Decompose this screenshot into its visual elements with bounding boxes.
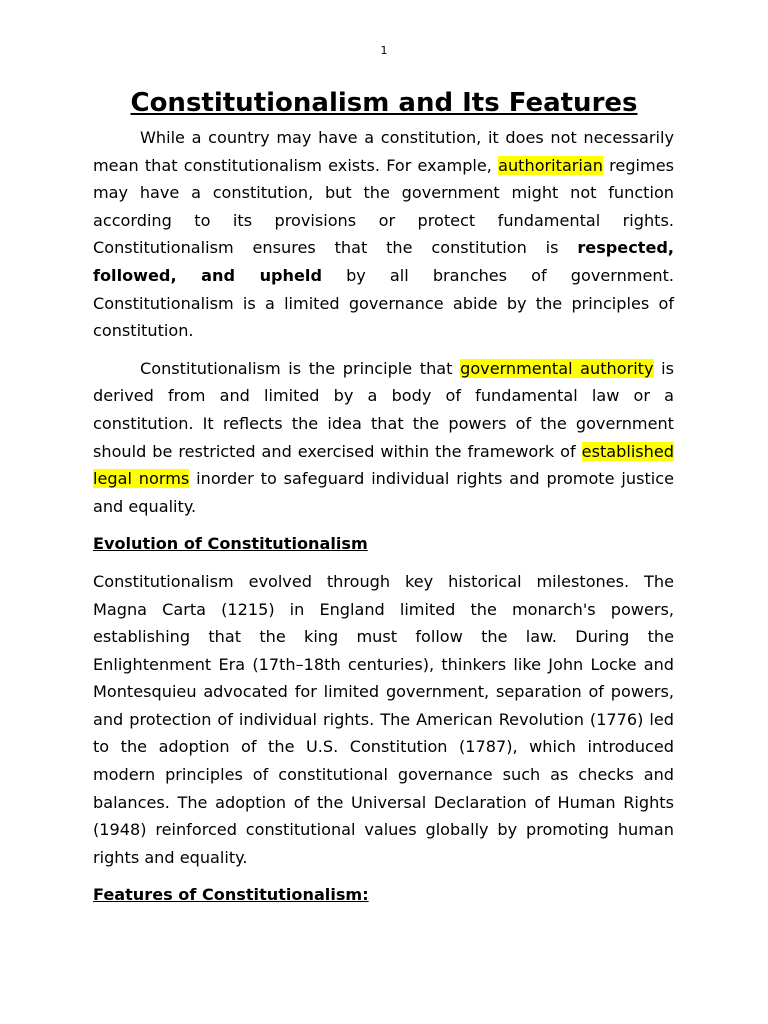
paragraph-1	[93, 124, 674, 345]
paragraph-1-text-a: While a country may have a constitution, it does not necessarily mean that constitutionalism exists. For example,	[93, 128, 674, 175]
paragraph-3: Constitutionalism evolved through key historical milestones. The Magna Carta (1215) in England limited the monarch's powers, establishing that the king must follow the law. During the Enlightenment Era (17th–18th centuries), thinkers like John Locke and Montesquieu advocated for limited government, separation of powers, and protection of individual rights. The American Revolution (1776) led to the adoption of the U.S. Constitution (1787), which introduced modern principles of constitutional governance such as checks and balances. The adoption of the Universal Declaration of Human Rights (1948) reinforced constitutional values globally by promoting human rights and equality.	[93, 571, 674, 867]
bold-respected-followed-upheld: respected, followed, and upheld	[93, 238, 674, 285]
page-number: 1	[380, 44, 388, 57]
heading-features: Features of Constitutionalism:	[93, 885, 369, 905]
paragraph-2-text-c: inorder to safeguard individual rights and promote justice and equality.	[93, 469, 674, 516]
document-title: Constitutionalism and Its Features	[130, 88, 638, 118]
document-body	[93, 124, 674, 919]
paragraph-1-text-c: by all branches of government. Constitutionalism is a limited governance abide by the principles of constitution.	[93, 265, 674, 341]
highlight-authoritarian: authoritarian	[498, 155, 603, 175]
paragraph-1-text-b: regimes may have a constitution, but the government might not function according to its provisions or protect fundamental rights. Constitutionalism ensures that the constitution is	[93, 155, 674, 258]
heading-evolution: Evolution of Constitutionalism	[93, 534, 368, 554]
paragraph-2	[93, 355, 674, 521]
paragraph-2-text-a: Constitutionalism is the principle that	[140, 358, 461, 378]
paragraph-2-text-b: is derived from and limited by a body of fundamental law or a constitution. It reflects the idea that the powers of the government should be restricted and exercised within the framework of	[93, 358, 674, 461]
highlight-established-legal-norms: established legal norms	[93, 441, 674, 489]
highlight-governmental-authority: governmental authority	[460, 358, 654, 378]
